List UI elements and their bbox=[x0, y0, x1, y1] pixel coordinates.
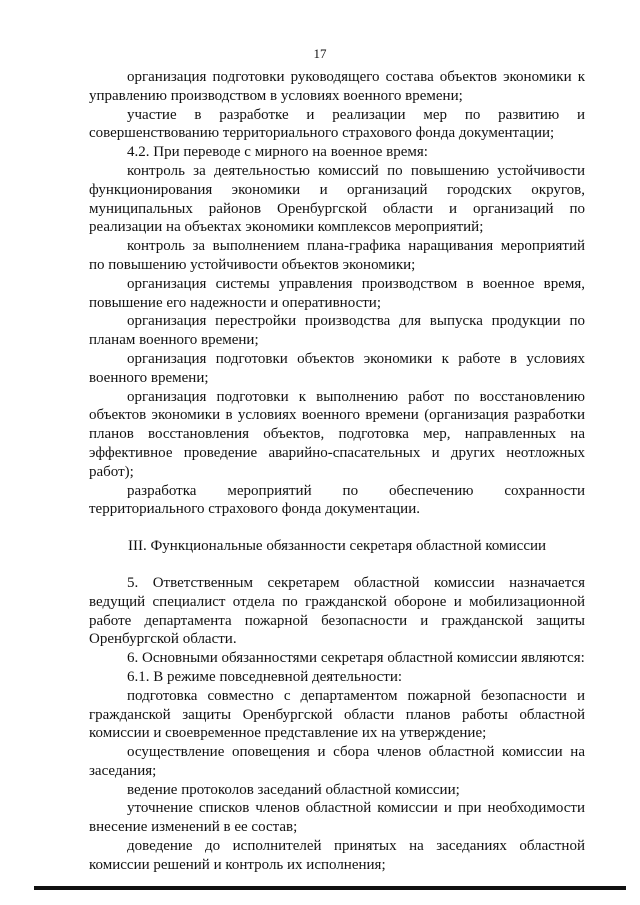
page-number: 17 bbox=[313, 46, 327, 61]
document-body bbox=[89, 68, 585, 875]
paragraph: 4.2. При переводе с мирного на военное время: bbox=[127, 144, 428, 161]
paragraph: организация подготовки объектов экономики к работе в условиях военного времени; bbox=[89, 350, 585, 386]
paragraph: 5. Ответственным секретарем областной комиссии назначается ведущий специалист отдела по гражданской обороне и мобилизационной работе департамента пожарной безопасности и гражданской защиты Оренбургской области. bbox=[89, 574, 585, 648]
paragraph: доведение до исполнителей принятых на заседаниях областной комиссии решений и контроль их исполнения; bbox=[89, 838, 585, 873]
paragraph: разработка мероприятий по обеспечению сохранности территориального страхового фонда документации. bbox=[89, 482, 585, 518]
paragraph: организация подготовки руководящего состава объектов экономики к управлению производством в условиях военного времени; bbox=[89, 69, 585, 104]
paragraph: участие в разработке и реализации мер по развитию и совершенствованию территориального страхового фонда документации; bbox=[89, 106, 585, 142]
paragraph: организация перестройки производства для выпуска продукции по планам военного времени; bbox=[89, 313, 585, 349]
paragraph: осуществление оповещения и сбора членов областной комиссии на заседания; bbox=[89, 744, 585, 779]
section-heading: III. Функциональные обязанности секретаря областной комиссии bbox=[127, 538, 547, 555]
paragraph: 6.1. В режиме повседневной деятельности: bbox=[127, 668, 403, 685]
paragraph: уточнение списков членов областной комиссии и при необходимости внесение изменений в ее состав; bbox=[89, 800, 585, 836]
paragraph: подготовка совместно с департаментом пожарной безопасности и гражданской защиты Оренбургской области планов работы областной комиссии и своевременное представление их на утверждение; bbox=[89, 687, 585, 742]
paragraph: ведение протоколов заседаний областной комиссии; bbox=[127, 781, 460, 798]
paragraph: организация подготовки к выполнению работ по восстановлению объектов экономики в условиях военного времени (организация разработки планов восстановления объектов, подготовка мер, направленных на эффективное проведение аварийно-спасательных и других неотложных работ); bbox=[89, 388, 585, 480]
paragraph: организация системы управления производством в военное время, повышение его надежности и оперативности; bbox=[89, 275, 585, 311]
paragraph: контроль за выполнением плана-графика наращивания мероприятий по повышению устойчивости объектов экономики; bbox=[89, 238, 585, 273]
paragraph: контроль за деятельностью комиссий по повышению устойчивости функционирования экономики и организаций городских округов, муниципальных районов Оренбургской области и организаций по реализации на объектах экономики комплексов мероприятий; bbox=[89, 162, 585, 236]
paragraph: 6. Основными обязанностями секретаря областной комиссии являются: bbox=[127, 650, 585, 667]
bottom-rule bbox=[34, 886, 626, 890]
